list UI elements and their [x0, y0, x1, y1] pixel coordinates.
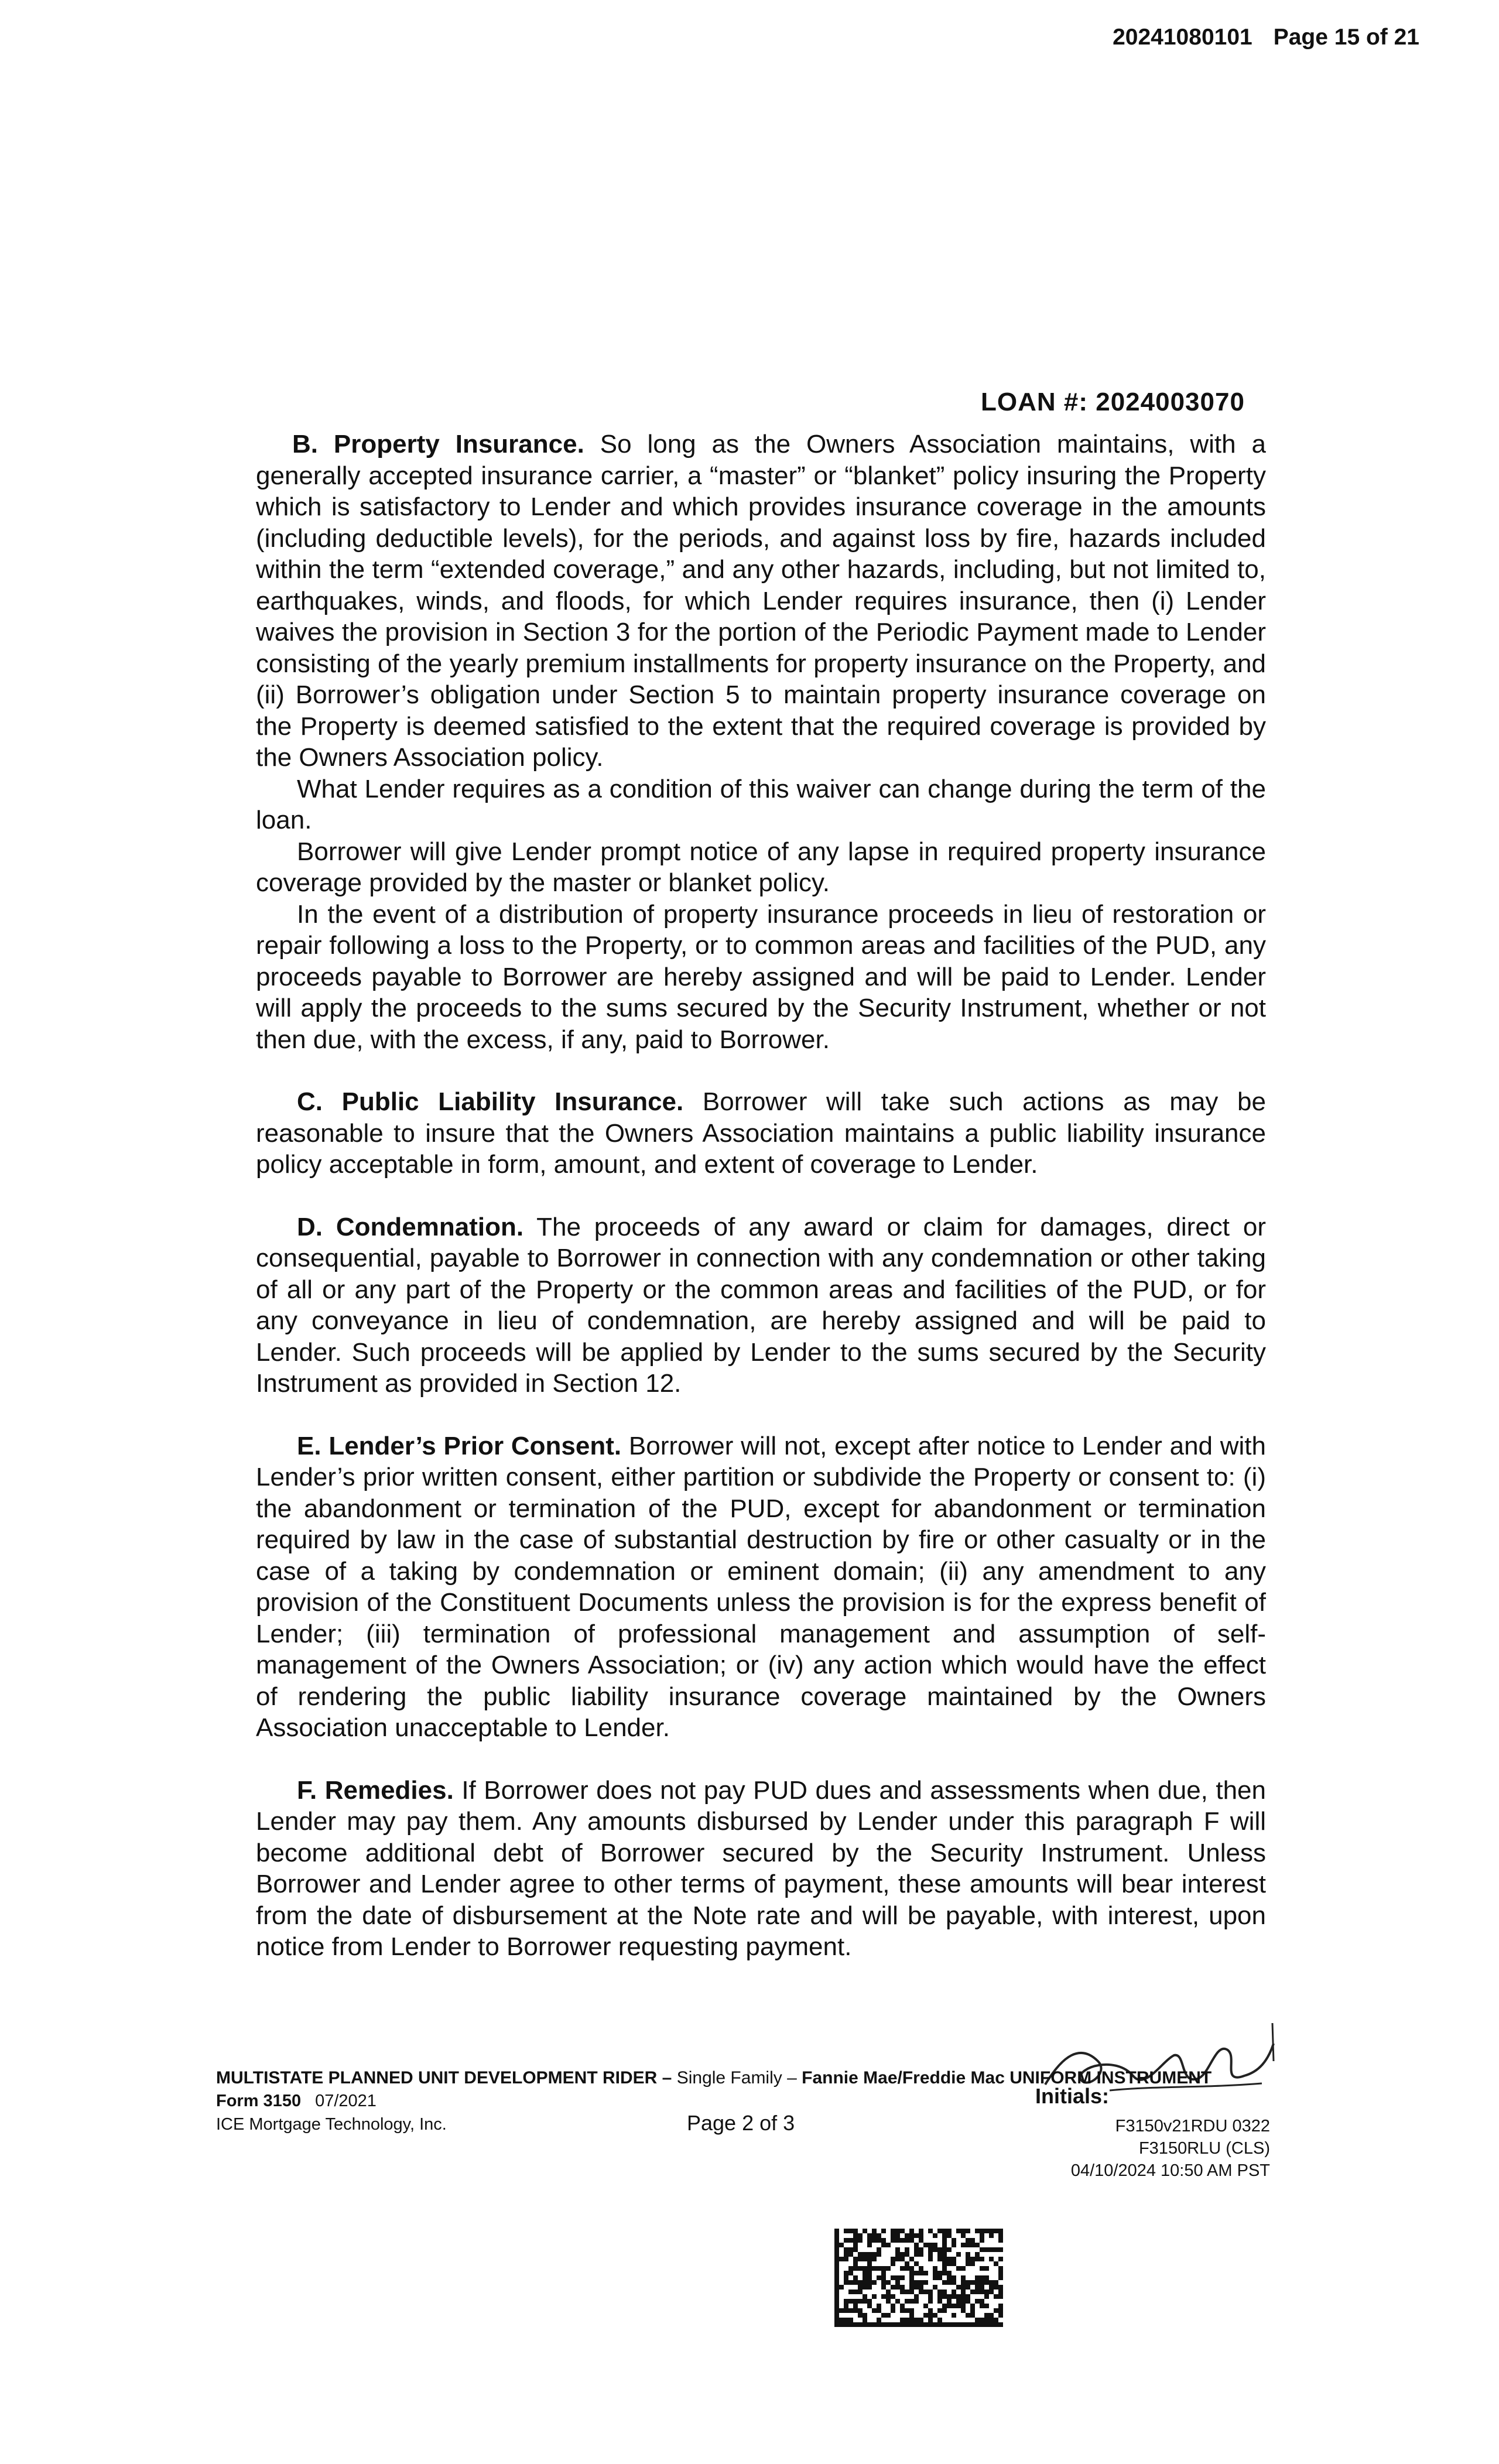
form-codes: F3150v21RDU 0322 F3150RLU (CLS) 04/10/2024 10:50 AM PST — [1070, 2117, 1270, 2180]
section-property-insurance — [256, 429, 1266, 1055]
paragraph — [256, 429, 1266, 774]
loan-number: LOAN #: 2024003070 — [981, 388, 1245, 416]
section-condemnation — [256, 1212, 1266, 1399]
page-counter: Page 15 of 21 — [1273, 25, 1419, 50]
section-lender-consent — [256, 1431, 1266, 1744]
page-header — [1091, 25, 1419, 50]
section-heading: C. Public Liability Insurance. — [297, 1087, 684, 1116]
paragraph-text: Borrower will take such actions as may be reasonable to insure that the Owners Association maintains a public liability insurance policy acceptable in form, amount, and extent of coverage to Lender. — [256, 1087, 1266, 1179]
section-heading: F. Remedies. — [297, 1775, 454, 1805]
paragraph-text: So long as the Owners Association maintains, with a generally accepted insurance carrier, a “master” or “blanket” policy insuring the Property which is satisfactory to Lender and which provides insurance coverage in the amounts (including deductible levels), for the periods, and against loss by fire, hazards included within the term “extended coverage,” and any other hazards, including, but not limited to, earthquakes, winds, and floods, for which Lender requires insurance, then (i) Lender waives the provision in Section 3 for the portion of the Periodic Payment made to Lender consisting of the yearly premium installments for property insurance on the Property, and (ii) Borrower’s obligation under Section 5 to maintain property insurance coverage on the Property is deemed satisfied to the extent that the required coverage is provided by the Owners Association policy. — [256, 430, 1266, 772]
paragraph — [256, 1775, 1266, 1963]
form-title: MULTISTATE PLANNED UNIT DEVELOPMENT RIDER – Single Family – Fannie Mae/Freddie Mac UNIFORM INSTRUMENT — [216, 2068, 1212, 2087]
section-heading: D. Condemnation. — [297, 1212, 524, 1241]
document-footer — [216, 2068, 1270, 2185]
initials-label: Initials: — [1035, 2084, 1110, 2108]
paragraph — [256, 1086, 1266, 1180]
paragraph — [256, 1212, 1266, 1399]
paragraph-text: If Borrower does not pay PUD dues and assessments when due, then Lender may pay them. Any amounts disbursed by Lender under this paragraph F will become additional debt of Borrower secured by the Security Instrument. Unless Borrower and Lender agree to other terms of payment, these amounts will bear interest from the date of disbursement at the Note rate and will be payable, with interest, upon notice from Lender to Borrower requesting payment. — [256, 1775, 1267, 1961]
company-name: ICE Mortgage Technology, Inc. — [216, 2115, 447, 2134]
paragraph-text: The proceeds of any award or claim for damages, direct or consequential, payable to Borrower in connection with any condemnation or other taking of all or any part of the Property or the common areas and facilities of the PUD, or for any conveyance in lieu of condemnation, are hereby assigned and will be paid to Lender. Such proceeds will be applied by Lender to the sums secured by the Security Instrument as provided in Section 12. — [256, 1212, 1267, 1398]
section-heading: E. Lender’s Prior Consent. — [297, 1431, 622, 1460]
paragraph: In the event of a distribution of property insurance proceeds in lieu of restoration or repair following a loss to the Property, or to common areas and facilities of the PUD, any proceeds payable to Borrower are hereby assigned and will be paid to Lender. Lender will apply the proceeds to the sums secured by the Security Instrument, whether or not then due, with the excess, if any, paid to Borrower. — [256, 899, 1266, 1054]
paragraph-text: Borrower will not, except after notice to Lender and with Lender’s prior written consent, either partition or subdivide the Property or consent to: (i) the abandonment or termination of the PUD, except for abandonment or termination required by law in the case of substantial destruction by fire or other casualty or in the case of a taking by condemnation or eminent domain; (ii) any amendment to any provision of the Constituent Documents unless the provision is for the express benefit of Lender; (iii) termination of professional management and assumption of self-management of the Owners Association; or (iv) any action which would have the effect of rendering the public liability insurance coverage maintained by the Owners Association unacceptable to Lender. — [256, 1431, 1266, 1742]
paragraph: Borrower will give Lender prompt notice of any lapse in required property insurance coverage provided by the master or blanket policy. — [256, 837, 1266, 897]
paragraph: What Lender requires as a condition of this waiver can change during the term of the loan. — [256, 774, 1266, 834]
paragraph — [256, 1431, 1266, 1744]
barcode-icon — [834, 2229, 1003, 2327]
section-public-liability — [256, 1086, 1266, 1180]
document-body — [256, 429, 1266, 1963]
rider-page-number: Page 2 of 3 — [687, 2111, 795, 2135]
section-remedies — [256, 1775, 1266, 1963]
section-heading: B. Property Insurance. — [292, 430, 584, 458]
document-number: 20241080101 — [1113, 25, 1252, 50]
form-number: Form 3150 07/2021 — [216, 2092, 377, 2110]
